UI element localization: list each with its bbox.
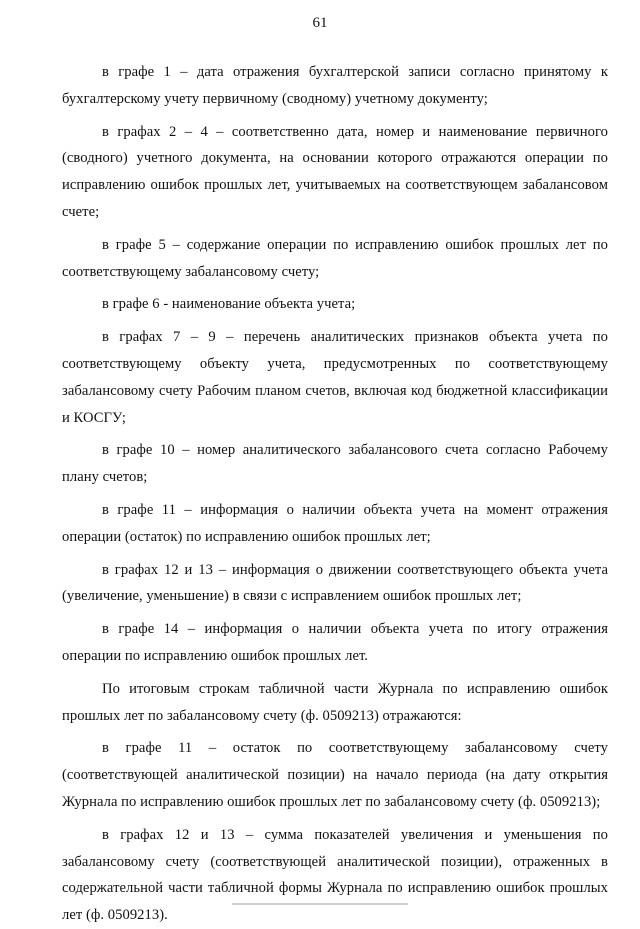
paragraph-column-5: в графе 5 – содержание операции по исправлению ошибок прошлых лет по соответствующему забалансовому счету; bbox=[62, 236, 608, 280]
paragraph-columns-2-4: в графах 2 – 4 – соответственно дата, номер и наименование первичного (сводного) учетного документа, на основании которого отражаются операции по исправлению ошибок прошлых лет, учитываемых на соответствующем забалансовом счете; bbox=[62, 123, 608, 220]
paragraph-totals-intro: По итоговым строкам табличной части Журнала по исправлению ошибок прошлых лет по забалансовому счету (ф. 0509213) отражаются: bbox=[62, 680, 608, 724]
paragraph-column-11: в графе 11 – информация о наличии объекта учета на момент отражения операции (остаток) по исправлению ошибок прошлых лет; bbox=[62, 501, 608, 545]
paragraph-column-6: в графе 6 - наименование объекта учета; bbox=[102, 296, 356, 313]
paragraph-column-14: в графе 14 – информация о наличии объекта учета по итогу отражения операции по исправлению ошибок прошлых лет. bbox=[62, 621, 608, 664]
paragraph-columns-12-13: в графах 12 и 13 – информация о движении соответствующего объекта учета (увеличение, уменьшение) в связи с исправлением ошибок прошлых лет; bbox=[62, 561, 608, 605]
paragraph-column-10: в графе 10 – номер аналитического забалансового счета согласно Рабочему плану счетов; bbox=[62, 442, 608, 486]
paragraph-column-1: в графе 1 – дата отражения бухгалтерской записи согласно принятому к бухгалтерскому учету первичному (сводному) учетному документу; bbox=[62, 64, 608, 107]
page-number: 61 bbox=[312, 15, 328, 31]
paragraph-totals-columns-12-13: в графах 12 и 13 – сумма показателей увеличения и уменьшения по забалансовому счету (соответствующей аналитической позиции), отраженных в содержательной части табличной формы Журнала по исправлению ошибок прошлых лет (ф. 0509213). bbox=[62, 826, 608, 924]
paragraph-totals-column-11: в графе 11 – остаток по соответствующему забалансовому счету (соответствующей аналитической позиции) на начало периода (на дату открытия Журнала по исправлению ошибок прошлых лет по забалансовому счету (ф. 0509213); bbox=[62, 740, 608, 810]
document-body bbox=[62, 59, 608, 929]
paragraph-columns-7-9: в графах 7 – 9 – перечень аналитических признаков объекта учета по соответствующему объекту учета, предусмотренных по соответствующему забалансовому счету Рабочим планом счетов, включая код бюджетной классификации и КОСГУ; bbox=[62, 329, 608, 426]
